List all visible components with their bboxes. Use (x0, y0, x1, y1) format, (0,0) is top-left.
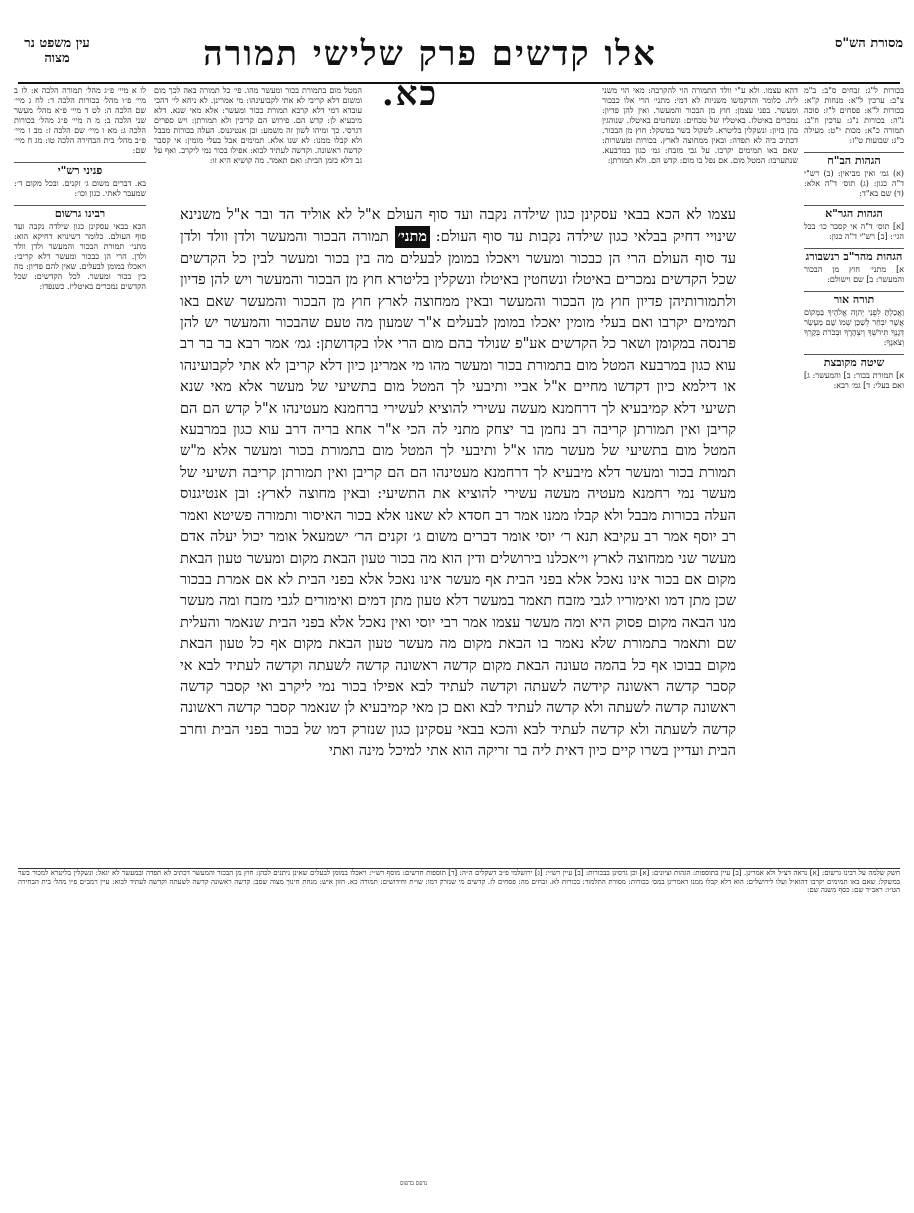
hagahot-maharab-text: א] מתני׳ חוץ מן הבכור והמעשר: ב] שם וישולם: (804, 265, 904, 284)
ein-mishpat-label: עין משפט נר מצוה (24, 36, 90, 66)
hagahot-bach-text: (א) גמ׳ ואין מביאין: (ב) רש"י ד"ה כגון: (ג) תוס׳ ד"ה אלא: (ד) שם בא"ד: (804, 169, 904, 198)
rabbenu-gershom-text: הכא בבאי עסקינן כגון שילדה נקבה ועד סוף העולם. כלומר דשינויא דחיקא הוא: מתני׳ תמורת הבכור והמעשר ולדן וולד ולדן. הרי הן כבכור ומעשר דלא קריבי: ויאכלו במומן לבעלים. שאין להם פדיון: מה בין בכור ומעשר. לכל הקדשים: שכל הקדשים נמכרים באיטליז. כשנפדו: (14, 222, 146, 291)
hagahot-gra-text: [א] תוס׳ ד"ה אי קסבר כו׳ בכל הגי׳: [ב] רש"י ד"ה כגון: (804, 222, 904, 241)
gemara-opening-text: עצמו לא הכא בבאי עסקינן כגון שילדה נקבה ועד סוף העולם א"ל לא אוליד הד ובר א"ל משנינא שינויי דחיק בבלאי כגון שילדה נקבות עד סוף העולם: (180, 207, 736, 246)
footer-notes (18, 868, 900, 1177)
shita-mekubetzet-text: א] תמורת בכור: ב] והמעשר: ג] ואם בעלי: ד] גמ׳ רבא: (804, 371, 904, 390)
right-margin-column (804, 86, 904, 866)
torah-or-title: תורה אור (804, 291, 904, 305)
hagahot-gra-title: הגהות הגר"א (804, 205, 904, 219)
ein-mishpat-text: לו א מיי׳ פ״ג מהל׳ תמורה הלכה א: לז ב מיי׳ פ״ו מהל׳ בכורות הלכה ד: לח ג מיי׳ שם הלכה ה: לט ד מיי׳ פ״א מהל׳ מעשר שני הלכה ב: מ ה מיי׳ פ״ג מהל׳ בכורות הלכה ג: מא ו מיי׳ שם הלכה ז: מב ז מיי׳ פ״ב מהל׳ בית הבחירה הלכה טו: מג ח מיי׳ שם: (14, 86, 146, 155)
mishna-and-gemara-text: תמורה הבכור והמעשר ולדן וולד ולדן עד סוף העולם הרי הן כבכור ומעשר ויאכלו במומן לבעלים מה בין בכור ומעשר לבין כל הקדשים שכל הקדשים נמכרים באיטלז ונשחטין באיטלז ונשקלין בליטרא חוץ מן הבכור והמעשר ויש להן פדיון ולתמורותיהן פדיון חוץ מן הבכור והמעשר ובאין ממחוצה לארץ חוץ מן הבכור והמעשר שאם באו תמימים יקרבו ואם בעלי מומין יאכלו במומן לבעלים א"ר שמעון מה טעם שהבכור והמעשר יש להן פרנסה במקומן ושאר כל הקדשים אע"פ שנולד בהם מום הרי אלו בקדושתן: גמ׳ אמר רבא בר בר רב עוא כגון במרבעא המטל מום בתמורת בכור ומעשר מהו מי אמרינן כיון דלא קריבן לא אתי לקבועינהו או דילמא כיון דקדשו מחיים א"ל אביי ותיבעי לך המטל מום בתשיעי של מעשר אלא מאי שנא תשיעי דלא קמיבעיא לך דרחמנא מעשה עשירי להוציא לעשירי ברחמנא מעטינהו א"ל קדש הם הם קריבן ואין תמורתן קריבה רב נחמן בר יצחק מתני לה הכי א"ר אחא בריה דרב עוא כגון במרבעא המטל מום בתשיעי של מעשר מהו א"ל ותיבעי לך המטל מום בתמורת בכור ומעשר אלא מ"ש תמורת בכור ומעשר דלא מיבעיא לך דרחמנא מעטינהו הם הם קריבן ואין תמורתן קריבה תשיעי של מעשר נמי רחמנא מעטיה מעשה עשירי להוציא את התשיעי: ובאין מחוצה לארץ: ובן אנטיגנוס העלה בכורות מבבל ולא קבלו ממנו אמר רב חסדא לא שאנו אלא בכור האיסור ותמורה פשיטא ואמר רב יוסף אמר רב עקיבא תנא ר׳ יוסי אומר דברים משום ג׳ זקנים הר׳ ישמעאל אומר יכול יעלה אדם מעשר שני ממחוצה לארץ וי׳אכלנו בירושלים ודין הוא מה בכור טעון הבאת מקום ומעשר טעון הבאת מקום אם בכור אינו נאכל אלא בפני הבית אף מעשר אינו נאכל אלא בפני הבית לא אם אמרת בבכור שכן מתן דמו ואימוריו לגבי מזבח תאמר במעשר דלא טעון מתן דמים ואימורים לגבי מזבח ומה מעשר מנו הבאה מקום פסוק היא ומה מעשר עצמו אמר רבי יוסי ואין נאכל אלא בפני הבית שנאמר והעלית שם ותאמר בתמורת שלא נאמר בו הבאת מקום מה מעשר טעון הבאת מקום אף כל טעון הבאת מקום בבוכו אף כל בהמה טעונה הבאת מקום קדשה ראשונה קדשה לשעתה וקדשה לעתיד לבא אי קסבר קדשה ראשונה קידשה לשעתה וקדשה לעתיד לבא אפילו בכור נמי ליקרב ואי קסבר קדשה ראשונה קדשה לשעתה ולא קדשה לעתיד לבא ואם כן מאי קמיבעיא לן שנאמר (180, 229, 736, 717)
shita-mekubetzet-title: שיטה מקובצת (804, 354, 904, 368)
hagahot-bach-title: הגהות הב"ח (804, 152, 904, 166)
hagahot-maharab-title: הגהות מהר"ב רנשבורג (805, 250, 903, 263)
page-number: כא. (381, 74, 439, 114)
pninei-rashi-title: פניני רש"י (14, 162, 146, 176)
page-header (0, 30, 914, 114)
rabbenu-gershom-title: רבינו גרשום (14, 205, 146, 219)
torah-or-text: וַאֲכַלְתָּ לִפְנֵי יְהוָה אֱלֹהֶיךָ בַּמָּקוֹם אֲשֶׁר יִבְחַר לְשַׁכֵּן שְׁמוֹ שָׁם מַעְשַׂר דְּגָנְךָ תִּירֹשְׁךָ וְיִצְהָרֶךָ וּבְכֹרֹת בְּקָרְךָ וְצֹאנֶךָ: (804, 308, 904, 347)
tosafot-text: המטל מום בתמורת בכור ומעשר מהו. פי׳ כל תמורה באה לכך מום ומשום דלא קריבי לא אתי לקבועינהו: מי אמרינן. לא ניחא לי׳ דהכי עובדא דמי דלא קרבא תמורת בכור ומעשר: אלא מאי שנא. דלא מיבעיא לן: קדש הם. פירוש הם קריבין ולא תמורתן: ויש ספרים דגרסי. כך ומיהו לשון זה משמע: ובן אנטיגנוס. העלה בכורות מבבל ולא קבלו ממנו: לא שנו אלא. תמימים אבל בעלי מומין: אי קסבר קדשה ראשונה. וקדשה לעתיד לבוא: אפילו בכור נמי ליקרב. ואף על גב דלא בזמן הבית: ואם תאמר. מה קושיא היא זו: (154, 86, 362, 165)
left-margin-column (14, 86, 146, 866)
printer-line: נדפס בדפוס (400, 1180, 428, 1187)
gemara-text-block (180, 205, 736, 860)
tractate-chapter-title: אלו קדשים פרק שלישי תמורה (203, 34, 657, 74)
gemara-closing-text: קסבר קדשה ראשונה קדשה לשעתה ולא קדשה לעתיד לבא והכא בבאי עסקינן כגון שנזרק דמו של בכור בפני הבית וחרב הבית ועדיין בשרו קיים כיון דאית ליה בר זריקה הוא אתי למיכל מינה ואתי (180, 700, 736, 760)
rashi-text: דהא עצמו. ולא ע"י וולד התמורה הוי להקרבה: מאי הוי משני ליה. כלומר והדקמשו משניות לא דמי: מתני׳ הרי אלו כבכור ומעשר. בפני עצמן: חוץ מן הבכור והמעשר. ואין להן פדיון: נמכרים באיטלז. באיטליז של טבחים: ונשחטים באיטלז. שנוהגין בהן בזיון: ונשקלין בליטרא. לשקול בשר במשקל: חוץ מן הבכור. דכתיב ביה לא תפדה: ובאין ממחוצה לארץ. בכורות ומעשרות: שאם באו תמימים יקרבו. על גבי מזבח: גמ׳ כגון במרבעא. שנתערבו: המטל מום. אם נפל בו מום: קדש הם. ולא תמורתן: (602, 86, 798, 165)
mishna-marker: מתני׳ (395, 226, 430, 247)
masoret-hashas-label: מסורת הש"ס (834, 36, 904, 51)
header-divider (18, 82, 900, 84)
masoret-text: בכורות ל"ג: זבחים ס"ב: ב"מ צ"ב: ערכין ל"א: מנחות ק"א: בכורות ל"א: פסחים ל"ז: סוכה נ"ה: בכורות נ"ג: ערכין ח"ב: תמורה כ"א: מכות י"ט: מעילה כ"ג: שבועות ט"ז: (804, 86, 904, 145)
footer-notes-text: חשק שלמה על רבינו גרשום: [א] נראה דצ״ל ולא אמרינן. [ב] עיין בתוספות: הגהות וציונים: [א] וכן גרסינן בבכורות: [ב] עיין רש״י: [ג] ירושלמי פ״ב דשקלים ה״ה: [ד] תוספות חדשים: מוסף רש״י: ויאכלו במומן לבעלים שאינן ניתנים לכהן: חוץ מן הבכור והמעשר דכתיב לא תפדה ובמעשר לא יגאל: ונשקלין בליטרא למכור בשר במשקל: שאם באו תמימים יקרבו דהואיל ועלו לירושלים: הוא דלא קבלו ממנו דאמרינן במס׳ בכורות: מסורת התלמוד: בכורות לא. זבחים מה: פסחים לז. קדשים מי שנזרק דמו: שו״ת וחידושים: תמורה כא. חזון איש: מנחת חינוך מצוה שסב: קדשה ראשונה קדשה לשעתה וקדשה לעתיד לבוא: עיין רמב״ם פ״ו מהל׳ בית הבחירה הט״ו: ראב״ד שם: כסף משנה שם: (18, 869, 900, 895)
pninei-rashi-text: בא. דברים משום ג׳ זקנים. ובכל מקום ד׳: שמעבר לאתי. כגון וכו׳: (14, 179, 146, 198)
